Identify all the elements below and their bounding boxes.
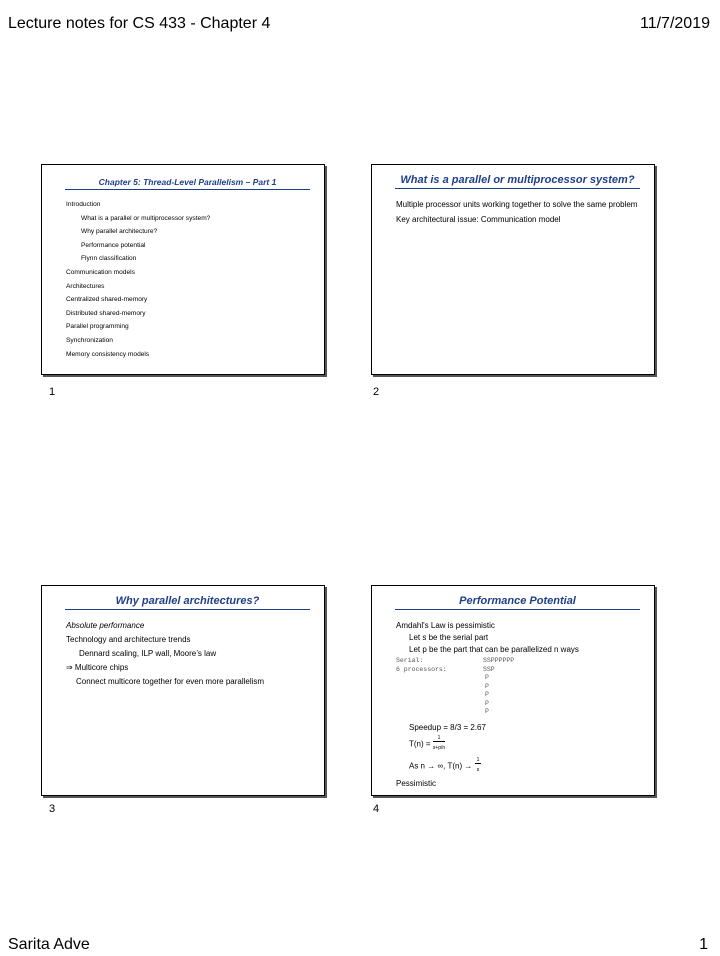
outline-item: Parallel programming (66, 323, 129, 331)
p-row: P (485, 699, 489, 707)
limit-denominator: s (476, 766, 480, 773)
speedup-text: Speedup = 8/3 = 2.67 (409, 722, 486, 732)
outline-item: Flynn classification (81, 255, 137, 263)
outline-item: What is a parallel or multiprocessor system? (81, 214, 211, 222)
page-number-footer: 1 (699, 936, 708, 953)
slide-4 (371, 585, 655, 796)
outline-item: Centralized shared-memory (66, 296, 148, 304)
p-row: P (485, 708, 489, 715)
processors-value: SSP (483, 665, 495, 673)
serial-row (396, 657, 648, 666)
slide-2-number: 2 (373, 386, 380, 398)
slide-1-outline (66, 200, 318, 363)
slide-4-number: 4 (373, 803, 380, 815)
outline-item: Why parallel architecture? (81, 228, 158, 236)
limit-label: As n → ∞, T(n) → (409, 761, 473, 771)
slide-4-body (396, 621, 648, 791)
outline-item: Communication models (66, 268, 135, 276)
limit-formula (396, 757, 648, 776)
lecture-date: 11/7/2019 (640, 15, 710, 32)
tn-formula (396, 735, 648, 754)
limit-numerator: 1 (476, 756, 480, 763)
outline-item: Distributed shared-memory (66, 309, 146, 317)
p-row: P (485, 674, 489, 681)
bullet-text: Let s be the serial part (409, 633, 489, 642)
tn-denominator: s+p/n (432, 744, 446, 751)
p-row: P (485, 682, 489, 690)
slide-3-body (66, 621, 318, 691)
tn-fraction (433, 735, 445, 754)
outline-item: Introduction (66, 201, 101, 208)
outline-item: Synchronization (66, 336, 113, 344)
author-footer: Sarita Adve (8, 936, 90, 953)
slide-1-title: Chapter 5: Thread-Level Parallelism – Part 1 (65, 177, 310, 190)
tn-numerator: 1 (433, 735, 445, 742)
slide-2-title: What is a parallel or multiprocessor system? (395, 174, 640, 189)
outline-item: Performance potential (81, 241, 146, 249)
serial-label: Serial: (396, 657, 424, 664)
slide-2-body (396, 200, 648, 230)
bullet-text: ⇒ Multicore chips (66, 663, 129, 672)
bullet-text: Multiple processor units working together to solve the same problem (396, 200, 638, 209)
bullet-text: Dennard scaling, ILP wall, Moore’s law (79, 649, 217, 658)
limit-fraction (475, 757, 482, 776)
lecture-title-header: Lecture notes for CS 433 - Chapter 4 (8, 15, 271, 32)
slide-3-title: Why parallel architectures? (65, 595, 310, 610)
slide-3 (41, 585, 325, 796)
p-row: P (485, 691, 489, 698)
bullet-text: Key architectural issue: Communication model (396, 215, 561, 224)
bullet-text: Amdahl's Law is pessimistic (396, 621, 495, 630)
bullet-text: Technology and architecture trends (66, 635, 191, 644)
slide-1 (41, 164, 325, 375)
processors-label: 6 processors: (396, 665, 447, 673)
bullet-text: Pessimistic (396, 778, 437, 788)
outline-item: Memory consistency models (66, 350, 150, 358)
bullet-text: Let p be the part that can be parallelized n ways (409, 645, 579, 654)
processors-row (396, 666, 648, 675)
slide-1-number: 1 (49, 386, 56, 398)
bullet-text: Absolute performance (66, 621, 145, 630)
slide-2 (371, 164, 655, 375)
outline-item: Architectures (66, 282, 105, 290)
slide-4-title: Performance Potential (395, 595, 640, 610)
tn-label: T(n) = (409, 739, 431, 749)
serial-value: SSPPPPPP (483, 657, 515, 664)
bullet-text: Connect multicore together for even more parallelism (76, 677, 265, 686)
slide-3-number: 3 (49, 803, 56, 815)
